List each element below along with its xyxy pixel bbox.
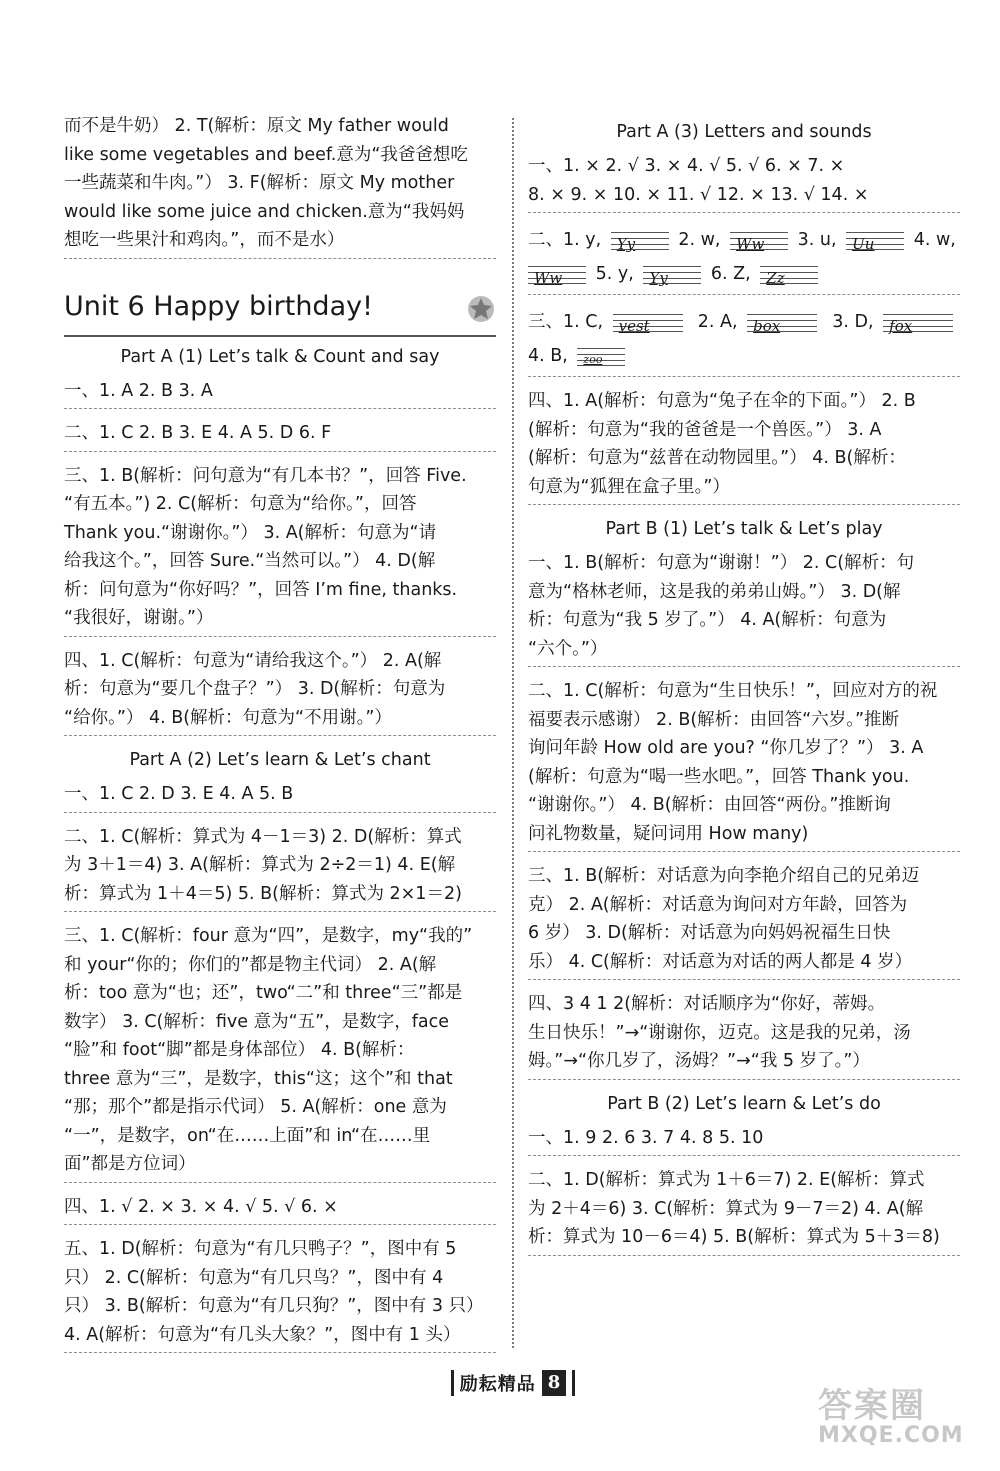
dashed-divider — [528, 212, 960, 213]
column-divider — [512, 118, 514, 1348]
dashed-divider — [64, 735, 496, 736]
dashed-divider — [528, 1079, 960, 1080]
part-a2-title: Part A (2) Let’s learn & Let’s chant — [129, 750, 431, 770]
right-column — [528, 112, 960, 1266]
page-footer — [428, 1368, 598, 1398]
a2-section-2: 二、1. C(解析：算式为 4－1＝3) 2. D(解析：算式 为 3＋1＝4) 3. A(解析：算式为 2÷2＝1) 4. E(解 析：算式为 1＋4＝5) 5. B(解析：算式为 2×1＝2) — [64, 826, 462, 904]
footer-bar-right — [572, 1370, 575, 1396]
page-number: 8 — [542, 1370, 567, 1396]
watermark-top: 答案圈 — [818, 1386, 926, 1426]
b1-section-3: 三、1. B(解析：对话意为向李艳介绍自己的兄弟迈 克） 2. A(解析：对话意为询问对方年龄，回答为 6 岁） 3. D(解析：对话意为向妈妈祝福生日快 乐） 4. C(解析：对话意为对话的两人都是 4 岁） — [528, 866, 920, 972]
watermark — [818, 1378, 988, 1458]
a2-section-5: 五、1. D(解析：句意为“有几只鸭子？”，图中有 5 只） 2. C(解析：句意为“有几只鸟？”，图中有 4 只） 3. B(解析：句意为“有几只狗？”，图中有 3 只） 4. A(解析：句意为“有几头大象？”，图中有 1 头） — [64, 1239, 484, 1345]
dashed-divider — [64, 812, 496, 813]
part-b1-title: Part B (1) Let’s talk & Let’s play — [605, 519, 883, 539]
writing-lines: vest — [613, 312, 683, 332]
dashed-divider — [64, 1224, 496, 1225]
dashed-divider — [528, 1155, 960, 1156]
a2-section-3: 三、1. C(解析：four 意为“四”，是数字，my“我的” 和 your“你的；你们的”都是物主代词） 2. A(解 析：too 意为“也；还”，two“二”和 three“三”都是 数字） 3. C(解析：five 意为“五”，是数字，face “脸”和 foot“脚”都是身体部位） 4. B(解析： three 意为“三”，是数字，this“这；这个”和 that “那；那个”都是指示代词） 5. A(解析：one 意为 “一”，是数字，on“在……上面”和 in“在……里 面”都是方位词） — [64, 926, 473, 1174]
b2-section-2: 二、1. D(解析：算式为 1＋6＝7) 2. E(解析：算式 为 2＋4＝6) 3. C(解析：算式为 9－7＝2) 4. A(解 析：算式为 10－6＝4) 5. B(解析：算式为 5＋3＝8) — [528, 1170, 940, 1247]
dashed-divider — [64, 408, 496, 409]
dashed-divider — [528, 851, 960, 852]
dashed-divider — [528, 666, 960, 667]
writing-lines: Uu — [846, 230, 904, 250]
a1-section-1: 一、1. A 2. B 3. A — [64, 380, 213, 401]
writing-lines: zoo — [577, 346, 625, 366]
unit-underline — [64, 335, 496, 337]
b1-section-4: 四、3 4 1 2(解析：对话顺序为“你好，蒂姆。 生日快乐！”→“谢谢你，迈克。这是我的兄弟，汤 姆。”→“你几岁了，汤姆？”→“我 5 岁了。”） — [528, 994, 911, 1071]
dashed-divider — [528, 1255, 960, 1256]
watermark-bottom: MXQE.COM — [818, 1423, 964, 1448]
dashed-divider — [528, 294, 960, 295]
b2-section-1: 一、1. 9 2. 6 3. 7 4. 8 5. 10 — [528, 1127, 764, 1148]
writing-lines: fox — [883, 312, 953, 332]
dashed-divider — [64, 1182, 496, 1183]
writing-lines: Yy — [611, 230, 669, 250]
b1-section-2: 二、1. C(解析：句意为“生日快乐！”，回应对方的祝 福要表示感谢） 2. B(解析：由回答“六岁。”推断 询问年龄 How old are you? “你几岁了？”） 3. A (解析：句意为“喝一些水吧。”，回答 Thank you. “谢谢你。”） 4. B(解析：由回答“两份。”推断询 问礼物数量，疑问词用 How many) — [528, 681, 938, 844]
a1-section-4: 四、1. C(解析：句意为“请给我这个。”） 2. A(解 析：句意为“要几个盘子？”） 3. D(解析：句意为 “给你。”） 4. B(解析：句意为“不用谢。”） — [64, 650, 446, 728]
a3-section-3: 三、1. C, vest 2. A, box 3. D, fox 4. B, zoo — [528, 305, 960, 373]
footer-bar-left — [451, 1370, 454, 1396]
dashed-divider — [528, 504, 960, 505]
dashed-divider — [528, 979, 960, 980]
footer-brand: 励耘精品 — [459, 1374, 536, 1395]
dashed-divider — [64, 258, 496, 259]
writing-lines: Yy — [643, 264, 701, 284]
writing-lines: Ww — [730, 230, 788, 250]
writing-lines: Zz — [760, 264, 818, 284]
part-a1-title: Part A (1) Let’s talk & Count and say — [120, 346, 440, 367]
a2-section-4: 四、1. √ 2. × 3. × 4. √ 5. √ 6. × — [64, 1196, 338, 1217]
dashed-divider — [64, 911, 496, 912]
dashed-divider — [64, 636, 496, 637]
left-column — [64, 112, 496, 1363]
b1-section-1: 一、1. B(解析：句意为“谢谢！”） 2. C(解析：句 意为“格林老师，这是我的弟弟山姆。”） 3. D(解 析：句意为“我 5 岁了。”） 4. A(解析：句意为 “六个。”） — [528, 553, 915, 659]
part-b2-title: Part B (2) Let’s learn & Let’s do — [607, 1093, 881, 1114]
a1-section-2: 二、1. C 2. B 3. E 4. A 5. D 6. F — [64, 423, 332, 443]
intro-answers: 而不是牛奶） 2. T(解析：原文 My father would like some vegetables and beef.意为“我爸爸想吃 一些蔬菜和牛肉。”） 3. F(解析：原文 My mother would like some juice and chicken.意为“我妈妈 想吃一些果汁和鸡肉。”，而不是水） — [64, 116, 468, 250]
a3-section-4: 四、1. A(解析：句意为“兔子在伞的下面。”） 2. B (解析：句意为“我的爸爸是一个兽医。”） 3. A (解析：句意为“兹普在动物园里。”） 4. B(解析： 句意为“狐狸在盒子里。”） — [528, 391, 916, 497]
a1-section-3: 三、1. B(解析：问句意为“有几本书？”，回答 Five. “有五本。”) 2. C(解析：句意为“给你。”，回答 Thank you.“谢谢你。”） 3. A(解析：句意为“请 给我这个。”，回答 Sure.“当然可以。”） 4. D(解 析：问句意为“你好吗？”，回答 I’m fine, thanks. “我很好，谢谢。”） — [64, 465, 467, 628]
writing-lines: Ww — [528, 264, 586, 284]
star-icon — [466, 293, 496, 323]
part-a3-title: Part A (3) Letters and sounds — [616, 122, 872, 142]
writing-lines: box — [747, 312, 817, 332]
unit-title: Unit 6 Happy birthday! — [64, 287, 496, 327]
a3-section-1: 一、1. × 2. √ 3. × 4. √ 5. √ 6. × 7. × 8. × 9. × 10. × 11. √ 12. × 13. √ 14. × — [528, 156, 869, 205]
dashed-divider — [64, 1352, 496, 1353]
dashed-divider — [64, 451, 496, 452]
a3-section-2: 二、1. y, Yy 2. w, Ww 3. u, Uu 4. w, Ww 5. y, Yy 6. Z, Zz — [528, 230, 956, 287]
a2-section-1: 一、1. C 2. D 3. E 4. A 5. B — [64, 784, 294, 804]
